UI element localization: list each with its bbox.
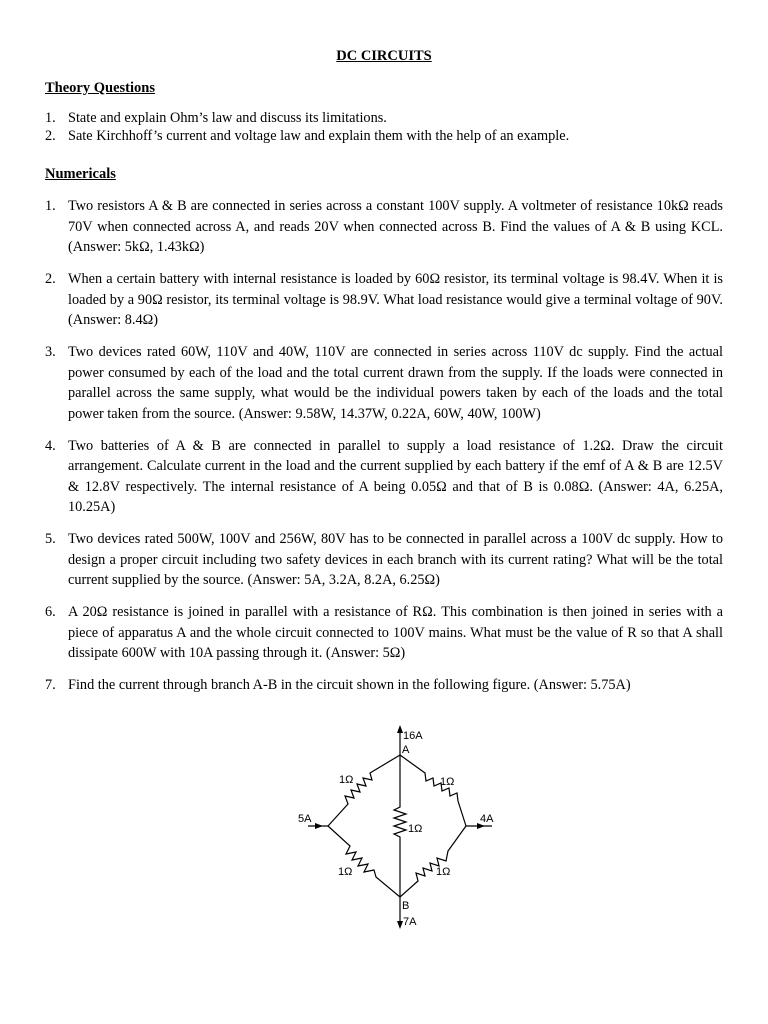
node-top-label: A	[402, 744, 410, 756]
numerical-question	[45, 342, 723, 424]
question-text: A 20Ω resistance is joined in parallel with a resistance of RΩ. This combination is then joined in series with a piece of apparatus A and the whole circuit connected to 100V mains. What must be the value of R so that A shall dissipate 600W with 10A passing through it. (Answer: 5Ω)	[68, 604, 723, 661]
numerical-question	[45, 436, 723, 518]
numerical-question	[45, 675, 723, 696]
circuit-diagram	[290, 725, 510, 930]
question-text: Two devices rated 60W, 110V and 40W, 110V are connected in series across 110V dc supply. Find the actual power consumed by each of the load and the total current drawn from the supply. If the loads were connected in parallel across the same supply, what would be the individual powers taken by each of the loads and the total power taken from the source. (Answer: 9.58W, 14.37W, 0.22A, 60W, 40W, 100W)	[68, 344, 723, 422]
question-text: Sate Kirchhoff’s current and voltage law and explain them with the help of an example.	[68, 128, 570, 144]
question-number: 7.	[45, 677, 56, 693]
question-number: 6.	[45, 604, 56, 620]
question-text: Two devices rated 500W, 100V and 256W, 80V has to be connected in parallel across a 100V dc supply. How to design a proper circuit including two safety devices in each branch with its current rating? What will be the total current supplied by the source. (Answer: 5A, 3.2A, 8.2A, 6.25Ω)	[68, 531, 723, 588]
numericals-heading: Numericals	[45, 166, 116, 182]
current-right-label: 4A	[480, 813, 494, 825]
current-left-label: 5A	[298, 813, 312, 825]
question-text: When a certain battery with internal resistance is loaded by 60Ω resistor, its terminal voltage is 98.4V. When it is loaded by a 90Ω resistor, its terminal voltage is 98.9V. What load resistance would give a terminal voltage of 90V. (Answer: 8.4Ω)	[68, 271, 723, 328]
resistor-top-right-label: 1Ω	[440, 776, 455, 788]
current-bottom-label: 7A	[403, 916, 417, 928]
resistor-bottom-right	[400, 826, 466, 897]
resistor-bottom-right-label: 1Ω	[436, 866, 451, 878]
resistor-middle-label: 1Ω	[408, 823, 423, 835]
numerical-question	[45, 196, 723, 258]
resistor-top-left	[328, 755, 400, 826]
question-number: 4.	[45, 437, 56, 454]
theory-questions	[45, 109, 725, 145]
resistor-middle	[394, 755, 406, 897]
page-title: DC CIRCUITS	[336, 48, 432, 64]
question-number: 3.	[45, 344, 56, 360]
numerical-question	[45, 269, 723, 331]
circuit-figure	[290, 725, 510, 930]
question-text: Find the current through branch A-B in the circuit shown in the following figure. (Answer: 5.75A)	[68, 677, 631, 693]
question-number: 1.	[45, 198, 56, 214]
theory-question	[45, 109, 725, 127]
node-bottom-label: B	[402, 900, 410, 912]
theory-heading: Theory Questions	[45, 80, 155, 96]
resistor-top-right	[400, 755, 466, 826]
resistor-top-left-label: 1Ω	[339, 774, 354, 786]
resistor-bottom-left	[328, 826, 400, 897]
resistor-bottom-left-label: 1Ω	[338, 866, 353, 878]
question-text: Two batteries of A & B are connected in parallel to supply a load resistance of 1.2Ω. Draw the circuit arrangement. Calculate current in the load and the current supplied by each battery if the emf of A & B are 12.5V & 12.8V respectively. The internal resistance of A being 0.05Ω and that of B is 0.08Ω. (Answer: 4A, 6.25A, 10.25A)	[68, 437, 723, 515]
numerical-question	[45, 602, 723, 664]
question-text: State and explain Ohm’s law and discuss its limitations.	[68, 110, 387, 126]
question-number: 2.	[45, 128, 56, 144]
question-number: 2.	[45, 271, 56, 287]
current-top-label: 16A	[403, 730, 423, 742]
arrow-right-icon	[315, 823, 323, 829]
question-text: Two resistors A & B are connected in series across a constant 100V supply. A voltmeter of resistance 10kΩ reads 70V when connected across A, and reads 20V when connected across B. Find the values of A & B using KCL. (Answer: 5kΩ, 1.43kΩ)	[68, 198, 723, 255]
question-number: 5.	[45, 531, 56, 547]
numerical-question	[45, 529, 723, 591]
question-number: 1.	[45, 110, 56, 126]
numericals-list	[45, 196, 723, 707]
theory-question	[45, 127, 725, 145]
